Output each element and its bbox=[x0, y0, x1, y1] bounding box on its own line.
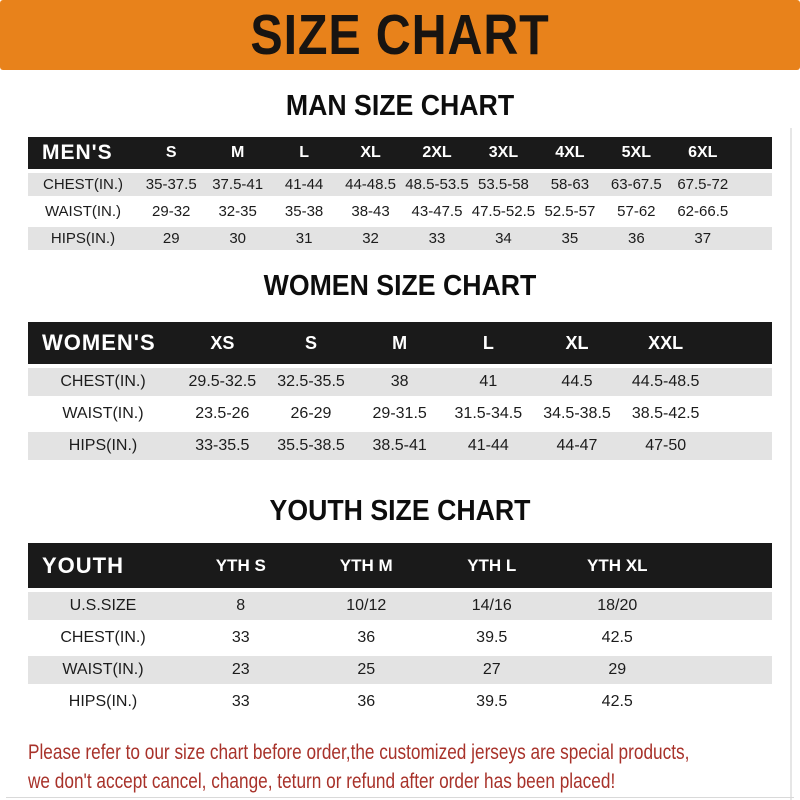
women-table-header-row bbox=[28, 322, 772, 364]
men-table-corner-label: MEN'S bbox=[42, 141, 113, 164]
women-column-header: XXL bbox=[648, 332, 684, 353]
size-chart-banner bbox=[0, 0, 800, 70]
size-cell: 35.5-38.5 bbox=[277, 437, 345, 454]
youth-section-heading: YOUTH SIZE CHART bbox=[269, 495, 531, 527]
size-cell: 18/20 bbox=[597, 597, 638, 614]
size-cell: 44-48.5 bbox=[345, 176, 396, 193]
size-cell: 35 bbox=[561, 230, 579, 247]
size-cell: 37 bbox=[694, 230, 712, 247]
women-chest-row bbox=[28, 368, 772, 396]
youth-hips-row bbox=[28, 688, 772, 716]
size-cell: 29 bbox=[608, 661, 627, 678]
men-column-header: 5XL bbox=[621, 144, 651, 161]
size-cell: 30 bbox=[229, 230, 246, 247]
size-cell: 35-37.5 bbox=[145, 176, 197, 193]
youth-column-header: YTH XL bbox=[587, 555, 648, 575]
size-cell: 38 bbox=[390, 373, 409, 390]
size-cell: 27 bbox=[482, 661, 501, 678]
size-cell: 29 bbox=[162, 230, 180, 247]
row-label: WAIST(IN.) bbox=[62, 661, 144, 678]
size-cell: 37.5-41 bbox=[212, 176, 264, 193]
size-cell: 39.5 bbox=[476, 629, 508, 646]
size-cell: 32.5-35.5 bbox=[277, 373, 345, 390]
row-label: WAIST(IN.) bbox=[44, 203, 122, 220]
banner-title: SIZE CHART bbox=[250, 2, 550, 67]
size-cell: 33 bbox=[231, 693, 250, 710]
size-cell: 43-47.5 bbox=[411, 203, 463, 220]
women-column-header: S bbox=[304, 332, 317, 353]
size-cell: 67.5-72 bbox=[677, 176, 729, 193]
men-column-header: 4XL bbox=[555, 144, 585, 161]
youth-column-header: YTH S bbox=[215, 555, 266, 575]
youth-waist-row bbox=[28, 656, 772, 684]
men-column-header: M bbox=[230, 144, 245, 161]
men-size-table bbox=[28, 137, 772, 250]
size-cell: 32 bbox=[362, 230, 379, 247]
men-column-header: L bbox=[299, 144, 309, 161]
size-cell: 41-44 bbox=[284, 176, 324, 193]
size-cell: 33 bbox=[231, 629, 250, 646]
disclaimer-line-2: we don't accept cancel, change, teturn or refund after order has been placed! bbox=[28, 770, 616, 793]
size-cell: 41 bbox=[479, 373, 498, 390]
youth-size-table bbox=[28, 543, 772, 716]
size-cell: 33 bbox=[428, 230, 446, 247]
youth-column-header: YTH L bbox=[467, 555, 517, 575]
size-cell: 29-31.5 bbox=[372, 405, 427, 422]
size-cell: 10/12 bbox=[346, 597, 387, 614]
women-waist-row bbox=[28, 400, 772, 428]
size-cell: 44-47 bbox=[556, 437, 598, 454]
size-cell: 38-43 bbox=[351, 203, 390, 220]
men-column-header: XL bbox=[360, 144, 381, 161]
men-column-header: 2XL bbox=[422, 144, 452, 161]
size-cell: 36 bbox=[627, 230, 645, 247]
men-table-header-row bbox=[28, 137, 772, 169]
men-column-header: S bbox=[165, 144, 177, 161]
size-cell: 57-62 bbox=[617, 203, 656, 220]
men-chest-row bbox=[28, 173, 772, 196]
size-cell: 31 bbox=[295, 230, 313, 247]
size-cell: 32-35 bbox=[218, 203, 257, 220]
size-cell: 58-63 bbox=[550, 176, 590, 193]
row-label: CHEST(IN.) bbox=[60, 373, 146, 390]
men-waist-row bbox=[28, 200, 772, 223]
size-cell: 41-44 bbox=[467, 437, 509, 454]
row-label: U.S.SIZE bbox=[69, 597, 137, 614]
size-cell: 38.5-41 bbox=[372, 437, 427, 454]
order-disclaimer bbox=[28, 738, 800, 796]
size-cell: 23 bbox=[231, 661, 250, 678]
size-cell: 35-38 bbox=[284, 203, 324, 220]
size-cell: 48.5-53.5 bbox=[405, 176, 469, 193]
size-cell: 42.5 bbox=[601, 629, 633, 646]
size-cell: 8 bbox=[236, 597, 246, 614]
women-column-header: XL bbox=[565, 332, 589, 353]
women-column-header: L bbox=[482, 332, 494, 353]
row-label: CHEST(IN.) bbox=[60, 629, 146, 646]
youth-table-header-row bbox=[28, 543, 772, 588]
row-label: HIPS(IN.) bbox=[50, 230, 116, 247]
size-cell: 23.5-26 bbox=[195, 405, 250, 422]
size-cell: 34 bbox=[495, 230, 512, 247]
size-cell: 39.5 bbox=[476, 693, 508, 710]
men-hips-row bbox=[28, 227, 772, 250]
scan-edge-vertical bbox=[790, 128, 792, 800]
women-column-header: M bbox=[392, 332, 408, 353]
size-cell: 44.5-48.5 bbox=[631, 373, 700, 390]
size-cell: 25 bbox=[357, 661, 376, 678]
size-cell: 29.5-32.5 bbox=[188, 373, 257, 390]
size-cell: 63-67.5 bbox=[610, 176, 662, 193]
women-section-heading: WOMEN SIZE CHART bbox=[263, 270, 537, 302]
size-cell: 36 bbox=[357, 629, 376, 646]
women-table-corner-label: WOMEN'S bbox=[42, 330, 156, 355]
scan-edge-bottom bbox=[6, 797, 794, 798]
youth-ussize-row bbox=[28, 592, 772, 620]
women-column-header: XS bbox=[210, 332, 235, 353]
row-label: WAIST(IN.) bbox=[62, 405, 144, 422]
size-cell: 53.5-58 bbox=[478, 176, 529, 193]
women-size-table bbox=[28, 322, 772, 460]
row-label: CHEST(IN.) bbox=[43, 176, 123, 193]
men-column-header: 6XL bbox=[688, 144, 718, 161]
youth-column-header: YTH M bbox=[339, 555, 393, 575]
size-cell: 29-32 bbox=[152, 203, 191, 220]
size-cell: 47-50 bbox=[645, 437, 687, 454]
size-cell: 47.5-52.5 bbox=[471, 203, 536, 220]
size-cell: 36 bbox=[357, 693, 376, 710]
size-cell: 14/16 bbox=[471, 597, 512, 614]
size-cell: 62-66.5 bbox=[677, 203, 729, 220]
size-cell: 26-29 bbox=[290, 405, 332, 422]
youth-chest-row bbox=[28, 624, 772, 652]
men-section-heading: MAN SIZE CHART bbox=[285, 90, 515, 122]
size-cell: 38.5-42.5 bbox=[631, 405, 700, 422]
size-cell: 31.5-34.5 bbox=[454, 405, 523, 422]
disclaimer-line-1: Please refer to our size chart before order,the customized jerseys are special products, bbox=[28, 741, 690, 764]
women-hips-row bbox=[28, 432, 772, 460]
men-column-header: 3XL bbox=[488, 144, 519, 161]
youth-table-corner-label: YOUTH bbox=[42, 552, 124, 578]
size-cell: 42.5 bbox=[601, 693, 633, 710]
size-cell: 52.5-57 bbox=[544, 203, 596, 220]
size-cell: 44.5 bbox=[561, 373, 593, 390]
row-label: HIPS(IN.) bbox=[68, 437, 138, 454]
size-cell: 34.5-38.5 bbox=[543, 405, 611, 422]
size-cell: 33-35.5 bbox=[195, 437, 250, 454]
row-label: HIPS(IN.) bbox=[68, 693, 138, 710]
